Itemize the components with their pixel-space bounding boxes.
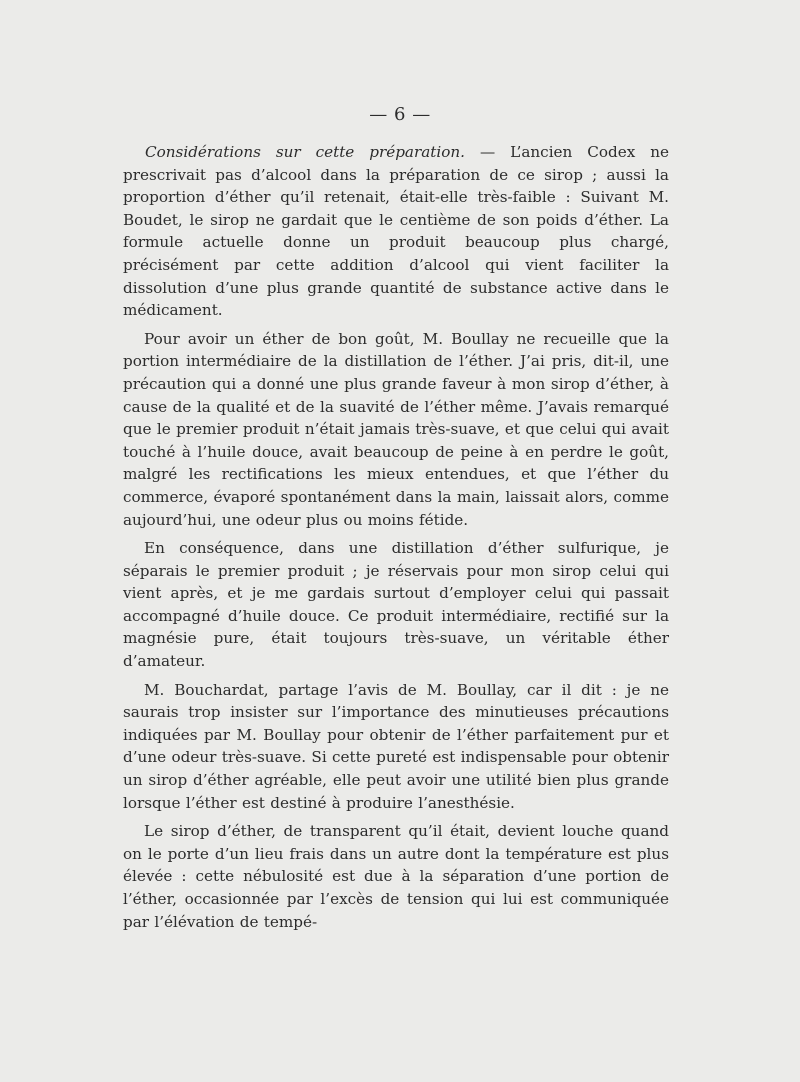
paragraph: M. Bouchardat, partage l’avis de M. Boullay, car il dit : je ne saurais trop insister sur l’importance des minutieuses précautions indiquées par M. Boullay pour obtenir de l’éther parfaitement pur et d’une odeur très-suave. Si cette pureté est indispensable pour obtenir un sirop d’éther agréable, elle peut avoir une utilité bien plus grande lorsque l’éther est destiné à produire l’anesthésie. bbox=[123, 680, 669, 812]
paragraph: Le sirop d’éther, de transparent qu’il était, devient louche quand on le porte d’un lieu frais dans un autre dont la température est plus élevée : cette nébulosité est due à la séparation d’une portion de l’éther, occasionnée par l’excès de tension qui lui est communiquée par l’élévation de tempé- bbox=[123, 822, 669, 931]
paragraph: Pour avoir un éther de bon goût, M. Boullay ne recueille que la portion intermédiaire de la distillation de l’éther. J’ai pris, dit-il, une précaution qui a donné une plus grande faveur à mon sirop d’éther, à cause de la qualité et de la suavité de l’éther même. J’avais remarqué que le premier produit n’était jamais très-suave, et que celui qui avait touché à l’huile douce, avait beaucoup de peine à en perdre le goût, malgré les rectifications les mieux entendues, et que l’éther du commerce, évaporé spontanément dans la main, laissait alors, comme aujourd’hui, une odeur plus ou moins fétide. bbox=[123, 329, 669, 529]
page-number: — 6 — bbox=[369, 104, 431, 125]
section-heading: Considérations sur cette préparation. bbox=[145, 143, 466, 161]
paragraph-text: — L’ancien Codex ne prescrivait pas d’alcool dans la préparation de ce sirop ; aussi la proportion d’éther qu’il retenait, était-elle très-faible : Suivant M. Boudet, le sirop ne gardait que le centième de son poids d’éther. La formule actuelle donne un produit beaucoup plus chargé, précisément par cette addition d’alcool qui vient faciliter la dissolution d’une plus grande quantité de substance active dans le médicament. bbox=[123, 143, 669, 320]
paragraph: En conséquence, dans une distillation d’éther sulfurique, je séparais le premier produit ; je réservais pour mon sirop celui qui vient après, et je me gardais surtout d’employer celui qui passait accompagné d’huile douce. Ce produit intermédiaire, rectifié sur la magnésie pure, était toujours très-suave, un véritable éther d’amateur. bbox=[123, 539, 669, 671]
paragraph bbox=[123, 141, 669, 322]
body-text bbox=[123, 141, 669, 939]
